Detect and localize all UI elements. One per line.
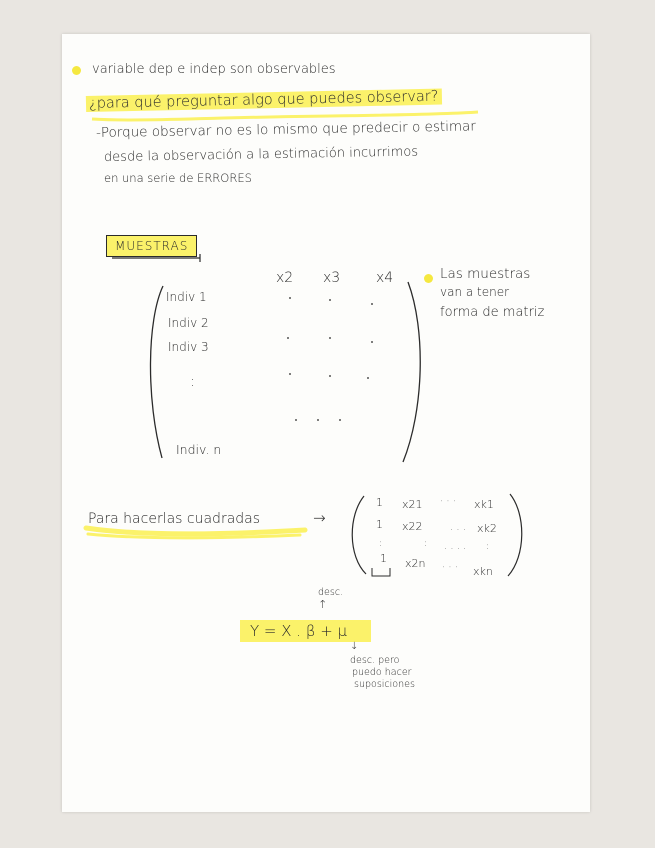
m2-c4-r4: xkn [473,565,493,578]
text-desc-bottom-1: desc. pero [350,655,400,666]
m2-c4-r2: xk2 [477,522,497,535]
arrow-right-icon: → [313,509,326,527]
m2-c1-r2: 1 [376,518,383,531]
text-square-label: Para hacerlas cuadradas [88,511,261,527]
side-note-line-2: van a tener [440,285,510,299]
m2-c4-r1: xk1 [474,498,494,511]
muestras-title-box: MUESTRAS [106,235,197,257]
arrow-up-icon: ↑ [318,598,328,611]
m2-c1-r1: 1 [376,496,383,509]
m2-c3-r3: . . . . [444,541,467,552]
text-answer-line-1: -Porque observar no es lo mismo que predecir o estimar [95,118,477,141]
text-question: ¿para qué preguntar algo que puedes observar? [86,89,442,112]
matrix-header-x4: x4 [376,270,394,286]
matrix-row-indiv-n: Indiv. n [176,442,222,457]
m2-c3-r2: . . . [450,522,466,533]
m2-c2-r4: x2n [405,557,426,570]
formula: Y = X . β + μ [240,620,371,642]
side-note-line-1: Las muestras [440,266,531,282]
text-desc-top: desc. [318,587,344,598]
text-desc-bottom-2: puedo hacer [352,667,412,678]
m2-c3-r4: · · · [442,562,458,573]
matrix-row-indiv-1: Indiv 1 [166,290,207,304]
m2-c2-r2: x22 [402,520,423,533]
matrix-row-indiv-2: Indiv 2 [168,316,209,330]
text-observables: variable dep e indep son observables [92,62,336,77]
matrix-header-x2: x2 [276,270,294,286]
matrix-row-ellipsis: : [190,374,195,390]
arrow-down-icon: ↓ [350,641,359,652]
text-desc-bottom-3: suposiciones [354,679,415,690]
m2-c2-r3: : [424,538,428,549]
matrix-row-indiv-3: Indiv 3 [168,340,209,354]
m2-c3-r1: · · · [440,496,456,507]
m2-c1-r4: 1 [380,552,387,565]
matrix-header-x3: x3 [323,270,341,286]
m2-c1-r3: : [379,538,383,549]
m2-c4-r3: : [486,541,490,552]
m2-c2-r1: x21 [402,498,423,511]
text-answer-line-2: desde la observación a la estimación incurrimos [103,144,419,165]
side-note-line-3: forma de matriz [440,305,545,320]
text-answer-line-3: en una serie de ERRORES [104,171,252,185]
